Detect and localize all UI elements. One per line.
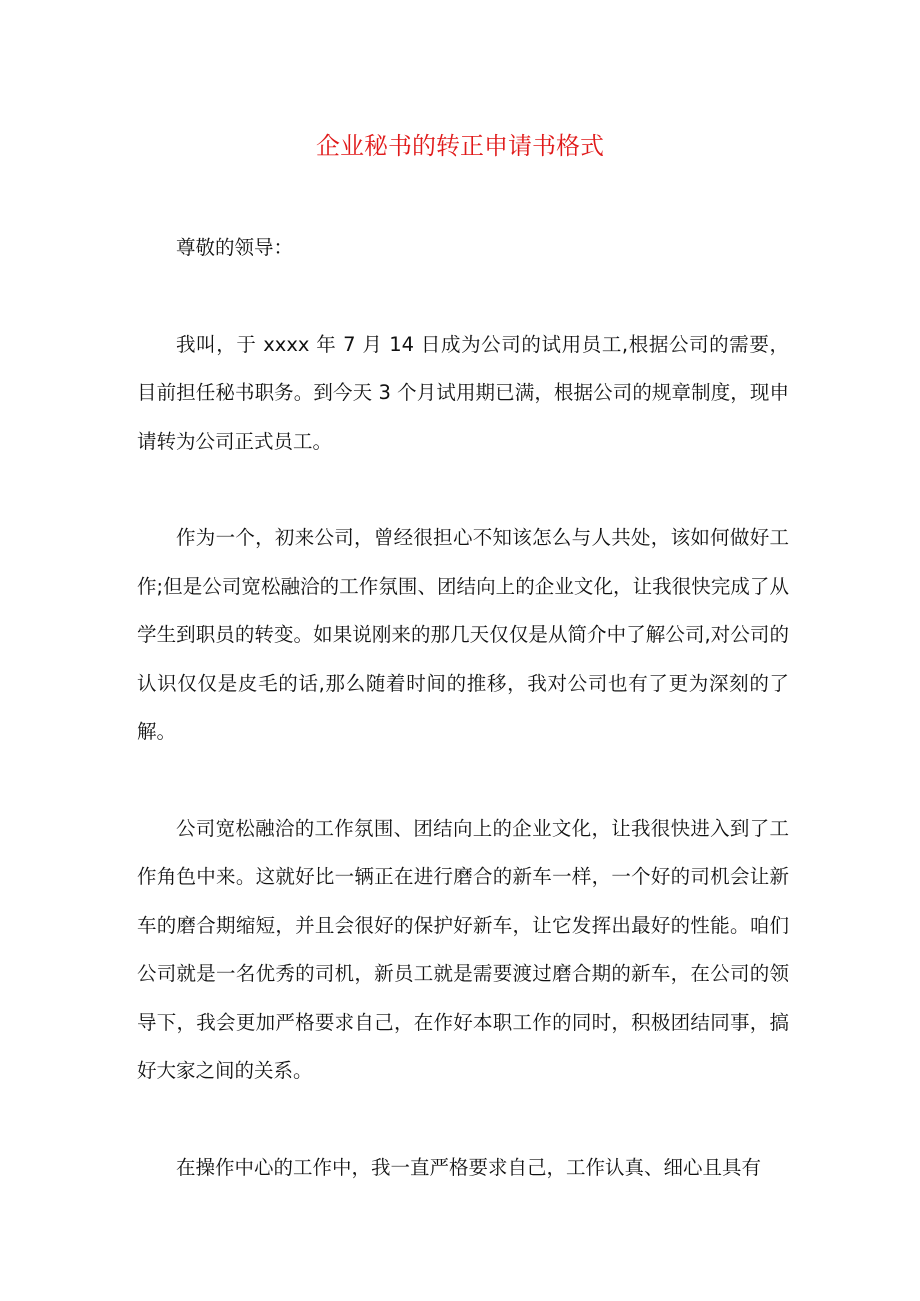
paragraph-1: 我叫，于 xxxx 年 7 月 14 日成为公司的试用员工,根据公司的需要，目前担任秘书职务。到今天 3 个月试用期已满，根据公司的规章制度，现申请转为公司正式员工。 bbox=[137, 332, 789, 453]
salutation: 尊敬的领导： bbox=[176, 236, 294, 259]
document-title: 企业秘书的转正申请书格式 bbox=[316, 132, 604, 160]
document-body bbox=[137, 224, 789, 1192]
paragraph-gap bbox=[137, 1096, 789, 1144]
paragraph-2: 作为一个，初来公司，曾经很担心不知该怎么与人共处，该如何做好工作;但是公司宽松融洽的工作氛围、团结向上的企业文化，让我很快完成了从学生到职员的转变。如果说刚来的那几天仅仅是从简介中了解公司,对公司的认识仅仅是皮毛的话,那么随着时间的推移，我对公司也有了更为深刻的了解。 bbox=[137, 526, 789, 743]
paragraph-gap bbox=[137, 466, 789, 514]
paragraph-gap bbox=[137, 757, 789, 805]
paragraph-3: 公司宽松融洽的工作氛围、团结向上的企业文化，让我很快进入到了工作角色中来。这就好比一辆正在进行磨合的新车一样，一个好的司机会让新车的磨合期缩短，并且会很好的保护好新车，让它发挥出最好的性能。咱们公司就是一名优秀的司机，新员工就是需要渡过磨合期的新车，在公司的领导下，我会更加严格要求自己，在作好本职工作的同时，积极团结同事，搞好大家之间的关系。 bbox=[137, 816, 789, 1082]
paragraph-gap bbox=[137, 273, 789, 321]
paragraph-4: 在操作中心的工作中，我一直严格要求自己，工作认真、细心且具有 bbox=[176, 1155, 762, 1179]
